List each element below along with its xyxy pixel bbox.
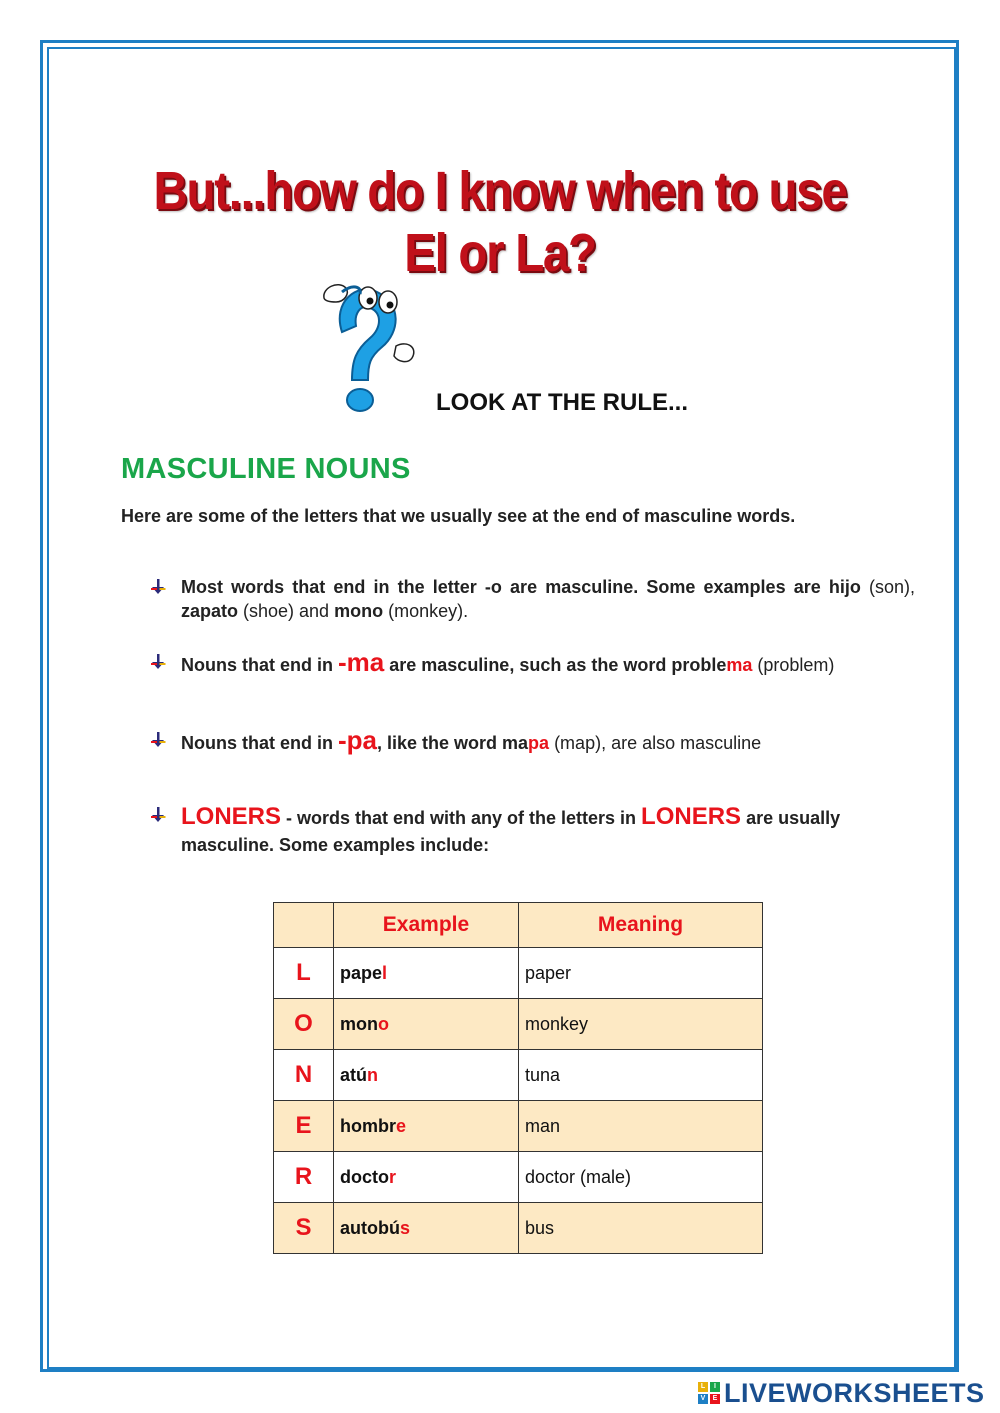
bullet-o-text-1: Most words that end in the letter	[181, 577, 485, 597]
table-header-letter	[274, 903, 334, 948]
example-stem: docto	[340, 1166, 389, 1187]
bullet-ending-ma	[150, 647, 920, 677]
meaning-map: (map), are also masculine	[549, 733, 762, 753]
meaning-shoe: (shoe) and	[238, 601, 335, 621]
table-row	[274, 1050, 763, 1101]
word-mapa-stem: ma	[502, 733, 529, 753]
row-example	[334, 1152, 519, 1203]
example-word-mono: mono	[334, 601, 384, 621]
bullet-pa-text-1: Nouns that end in	[181, 733, 338, 753]
meaning-monkey: (monkey).	[383, 601, 469, 621]
word-problema-ending: ma	[726, 655, 753, 675]
word-problema-stem: proble	[671, 655, 727, 675]
row-meaning: paper	[519, 948, 763, 999]
example-ending: r	[389, 1166, 397, 1187]
row-meaning: tuna	[519, 1050, 763, 1101]
bullet-loners	[150, 803, 920, 859]
example-ending: e	[396, 1115, 407, 1136]
bullet-loners-text-1: - words that end with any of the letters in	[281, 808, 642, 828]
example-ending: n	[367, 1064, 378, 1085]
bullet-pa-text-2: , like the word	[377, 733, 503, 753]
example-stem: atú	[340, 1064, 367, 1085]
row-meaning: bus	[519, 1203, 763, 1254]
row-letter: S	[274, 1203, 334, 1254]
arrow-down-bullet-icon	[150, 654, 166, 670]
bullet-o-text-2: are masculine. Some examples are	[501, 577, 829, 597]
loners-word: LONERS	[181, 803, 282, 830]
row-example	[334, 1050, 519, 1101]
bullet-ma-text-1: Nouns that end in	[181, 655, 338, 675]
arrow-down-bullet-icon	[150, 732, 166, 748]
row-meaning: man	[519, 1101, 763, 1152]
bullet-pa-ending: -pa	[338, 725, 377, 755]
bullet-o-ending: -o	[484, 577, 502, 597]
table-header-row	[274, 903, 763, 948]
bullet-ma-text-2: are masculine, such as the word	[384, 655, 672, 675]
row-example	[334, 1101, 519, 1152]
row-letter: N	[274, 1050, 334, 1101]
example-word-zapato: zapato	[181, 601, 239, 621]
row-letter: R	[274, 1152, 334, 1203]
row-letter: L	[274, 948, 334, 999]
table-row	[274, 1203, 763, 1254]
table-row	[274, 948, 763, 999]
example-stem: autobú	[340, 1217, 400, 1238]
bullet-ma-ending: -ma	[338, 647, 385, 677]
row-letter: E	[274, 1101, 334, 1152]
example-stem: pape	[340, 962, 383, 983]
masculine-nouns-heading: MASCULINE NOUNS	[121, 453, 411, 485]
arrow-down-bullet-icon	[150, 807, 166, 823]
example-ending: l	[382, 962, 388, 983]
loners-word-2: LONERS	[641, 803, 742, 830]
arrow-down-bullet-icon	[150, 579, 166, 595]
row-letter: O	[274, 999, 334, 1050]
meaning-son: (son),	[860, 577, 916, 597]
example-word-hijo: hijo	[828, 577, 861, 597]
liveworksheets-grid-icon: L I V E	[698, 1382, 720, 1404]
table-header-example: Example	[334, 903, 519, 948]
row-meaning: monkey	[519, 999, 763, 1050]
table-row	[274, 1101, 763, 1152]
worksheet-title: But...how do I know when to use El or La?	[153, 161, 847, 283]
intro-text: Here are some of the letters that we usually see at the end of masculine words.	[121, 506, 796, 526]
look-at-rule-label: LOOK AT THE RULE...	[436, 389, 688, 416]
table-header-meaning: Meaning	[519, 903, 763, 948]
bullet-loners-text-2: are usually masculine. Some examples include:	[181, 808, 841, 855]
table-row	[274, 1152, 763, 1203]
example-ending: o	[378, 1013, 389, 1034]
meaning-problem: (problem)	[752, 655, 835, 675]
bullet-ending-o	[150, 575, 915, 623]
example-ending: s	[400, 1217, 411, 1238]
liveworksheets-wordmark: LIVEWORKSHEETS	[724, 1377, 985, 1408]
row-example	[334, 999, 519, 1050]
example-stem: mon	[340, 1013, 378, 1034]
bullet-ending-pa	[150, 725, 920, 755]
question-mark-character-icon	[312, 272, 422, 414]
liveworksheets-logo	[698, 1378, 985, 1408]
table-row	[274, 999, 763, 1050]
row-example	[334, 948, 519, 999]
row-meaning: doctor (male)	[519, 1152, 763, 1203]
loners-examples-table	[273, 902, 763, 1254]
word-mapa-ending: pa	[528, 733, 550, 753]
row-example	[334, 1203, 519, 1254]
example-stem: hombr	[340, 1115, 396, 1136]
